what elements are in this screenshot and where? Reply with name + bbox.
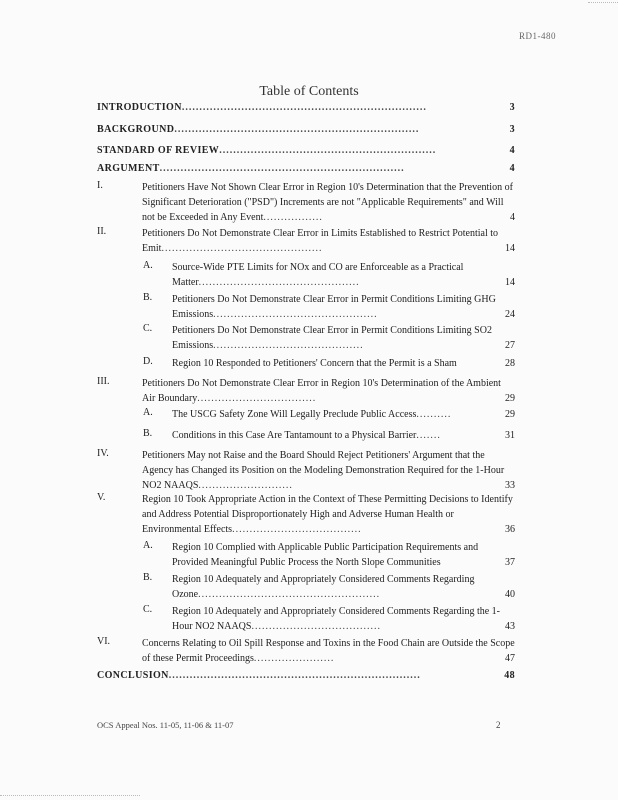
toc-entry-standard-of-review: STANDARD OF REVIEW.............................................................. 4: [97, 145, 515, 156]
toc-label: Region 10 Took Appropriate Action in the Context of These Permitting Decisions to Identify and Address Potential Disproportionately High and Adverse Human Health or Environmental Effects: [142, 494, 513, 535]
toc-entry-conclusion: CONCLUSION........................................................................ 48: [97, 670, 515, 681]
toc-page: 3: [509, 124, 515, 135]
toc-page: 29: [505, 409, 515, 420]
section-number: IV.: [97, 448, 109, 459]
section-number: V.: [97, 492, 106, 503]
toc-entry-argument: ARGUMENT...................................................................... 4: [97, 163, 515, 174]
page-number: 2: [496, 720, 501, 730]
section-number: I.: [97, 180, 103, 191]
scan-edge: [0, 795, 140, 796]
toc-entry-section-5: Region 10 Took Appropriate Action in the Context of These Permitting Decisions to Identify and Address Potential Disproportionately High and Adverse Human Health or Environmental Effects..................................... 36: [142, 494, 515, 535]
toc-entry-section-2: Petitioners Do Not Demonstrate Clear Error in Limits Established to Restrict Potential to Emit.............................................. 14: [142, 228, 515, 254]
toc-entry-section-1: Petitioners Have Not Shown Clear Error in Region 10's Determination that the Prevention of Significant Deterioration ("PSD") Increments are not "Applicable Requirements" and Will not be Exceeded in Any Event................. 4: [142, 182, 515, 223]
toc-label: Region 10 Complied with Applicable Public Participation Requirements and Provided Meaningful Public Process the North Slope Communities: [172, 542, 479, 568]
subsection-number: A.: [143, 407, 153, 418]
toc-label: STANDARD OF REVIEW: [97, 145, 220, 156]
section-number: VI.: [97, 636, 111, 647]
toc-label: Region 10 Responded to Petitioners' Concern that the Permit is a Sham: [172, 358, 457, 369]
toc-label: Region 10 Adequately and Appropriately Considered Comments Regarding the 1-Hour NO2 NAAQS: [172, 606, 500, 632]
toc-label: CONCLUSION: [97, 670, 169, 681]
toc-page: 31: [505, 430, 515, 441]
toc-page: 3: [509, 102, 515, 113]
scan-edge: [588, 2, 618, 3]
subsection-number: D.: [143, 356, 153, 367]
toc-label: Concerns Relating to Oil Spill Response and Toxins in the Food Chain are Outside the Scope of these Permit Proceedings: [142, 638, 515, 664]
page-title: Table of Contents: [259, 84, 359, 99]
toc-page: 14: [505, 277, 515, 288]
toc-entry-2d: [172, 356, 515, 371]
toc-page: 4: [509, 145, 515, 156]
toc-label: INTRODUCTION: [97, 102, 182, 113]
toc-entry-3a: The USCG Safety Zone Will Legally Preclude Public Access.......... 29: [172, 409, 515, 420]
toc-page: 47: [505, 653, 515, 664]
toc-label: ARGUMENT: [97, 163, 160, 174]
subsection-number: B.: [143, 292, 153, 303]
subsection-number: C.: [143, 604, 153, 615]
section-number: III.: [97, 376, 110, 387]
toc-entry-5b: Region 10 Adequately and Appropriately Considered Comments Regarding Ozone.................................................... 40: [172, 574, 515, 600]
toc-entry-3b: Conditions in this Case Are Tantamount to a Physical Barrier....... 31: [172, 430, 515, 441]
toc-label: Petitioners May not Raise and the Board Should Reject Petitioners' Argument that the Agency has Changed its Position on the Modeling Demonstration Required for the 1-Hour NO2 NAAQS: [142, 450, 505, 491]
subsection-number: A.: [143, 540, 153, 551]
toc-label: Petitioners Do Not Demonstrate Clear Error in Region 10's Determination of the Ambient Air Boundary: [142, 378, 501, 404]
toc-entry-2c: Petitioners Do Not Demonstrate Clear Error in Permit Conditions Limiting SO2 Emissions........................................... 27: [172, 325, 515, 351]
toc-label: Petitioners Have Not Shown Clear Error in Region 10's Determination that the Prevention of Significant Deterioration ("PSD") Increments are not "Applicable Requirements" and Will not be Exceeded in Any Event: [142, 182, 513, 223]
toc-entry-section-4: Petitioners May not Raise and the Board Should Reject Petitioners' Argument that the Agency has Changed its Position on the Modeling Demonstration Required for the 1-Hour NO2 NAAQS........................... 33: [142, 450, 515, 491]
toc-label: Petitioners Do Not Demonstrate Clear Error in Permit Conditions Limiting GHG Emissions: [172, 294, 496, 320]
toc-label: Conditions in this Case Are Tantamount to a Physical Barrier: [172, 430, 417, 441]
footer-citation: OCS Appeal Nos. 11-05, 11-06 & 11-07: [97, 720, 234, 730]
subsection-number: B.: [143, 572, 153, 583]
toc-label: Source-Wide PTE Limits for NOx and CO are Enforceable as a Practical Matter: [172, 262, 464, 288]
toc-label: BACKGROUND: [97, 124, 175, 135]
toc-entry-section-6: Concerns Relating to Oil Spill Response and Toxins in the Food Chain are Outside the Scope of these Permit Proceedings....................... 47: [142, 638, 515, 664]
toc-page: 14: [505, 243, 515, 254]
toc-page: 43: [505, 621, 515, 632]
toc-page: 28: [505, 358, 515, 369]
toc-page: 33: [505, 480, 515, 491]
toc-entry-5a: [172, 540, 515, 570]
subsection-number: B.: [143, 428, 153, 439]
toc-page: 48: [504, 670, 515, 681]
toc-label: Region 10 Adequately and Appropriately Considered Comments Regarding Ozone: [172, 574, 475, 600]
document-stamp: RD1-480: [519, 31, 556, 41]
toc-entry-background: BACKGROUND...................................................................... 3: [97, 124, 515, 135]
subsection-number: C.: [143, 323, 153, 334]
section-number: II.: [97, 226, 107, 237]
toc-entry-5c: Region 10 Adequately and Appropriately Considered Comments Regarding the 1-Hour NO2 NAAQS..................................... 43: [172, 606, 515, 632]
toc-page: 4: [510, 212, 515, 223]
toc-label: The USCG Safety Zone Will Legally Preclude Public Access: [172, 409, 417, 420]
toc-label: Petitioners Do Not Demonstrate Clear Error in Limits Established to Restrict Potential to Emit: [142, 228, 499, 254]
toc-entry-2a: Source-Wide PTE Limits for NOx and CO are Enforceable as a Practical Matter.............................................. 14: [172, 262, 515, 288]
toc-entry-section-3: Petitioners Do Not Demonstrate Clear Error in Region 10's Determination of the Ambient Air Boundary.................................. 29: [142, 378, 515, 404]
toc-entry-2b: Petitioners Do Not Demonstrate Clear Error in Permit Conditions Limiting GHG Emissions............................................... 24: [172, 294, 515, 320]
toc-entry-introduction: INTRODUCTION...................................................................... 3: [97, 102, 515, 113]
toc-label: Petitioners Do Not Demonstrate Clear Error in Permit Conditions Limiting SO2 Emissions: [172, 325, 492, 351]
toc-page: 24: [505, 309, 515, 320]
toc-page: 27: [505, 340, 515, 351]
toc-page: 29: [505, 393, 515, 404]
toc-page: 37: [505, 557, 515, 568]
toc-page: 4: [509, 163, 515, 174]
subsection-number: A.: [143, 260, 153, 271]
toc-page: 40: [505, 589, 515, 600]
toc-page: 36: [505, 524, 515, 535]
